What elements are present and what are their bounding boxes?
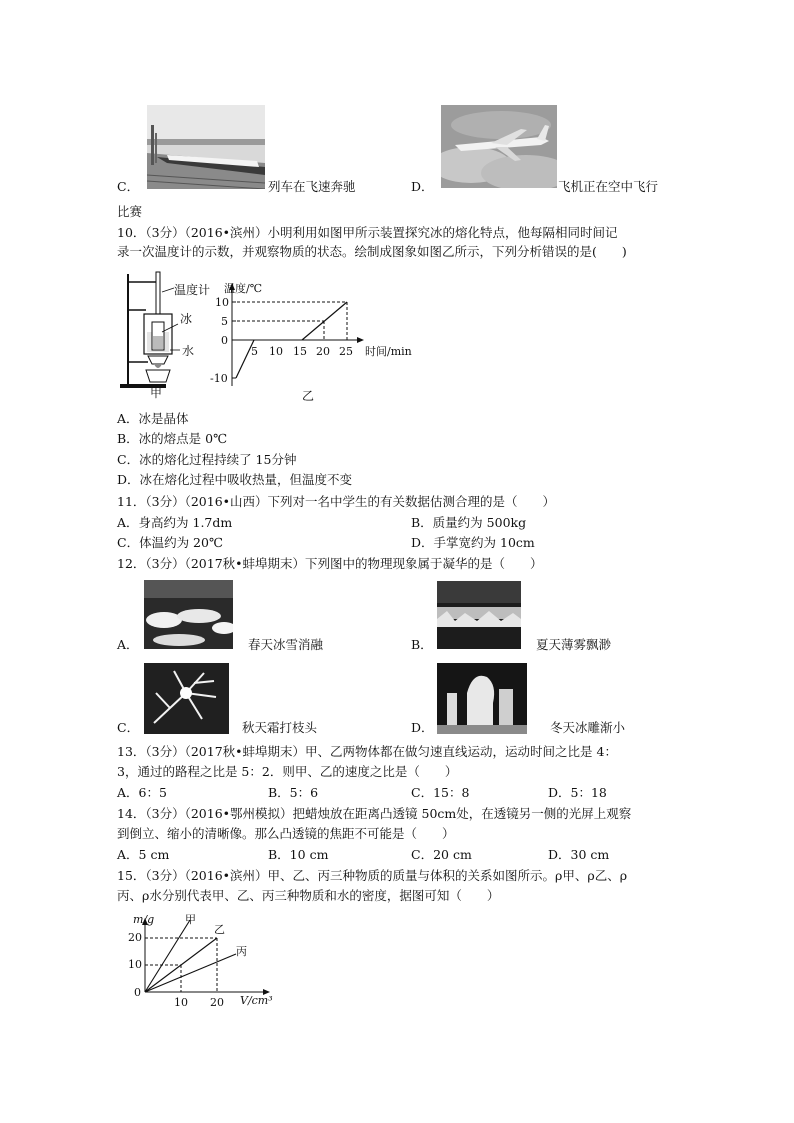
train-photo (147, 105, 265, 189)
graph-xtick-25: 25 (339, 345, 353, 358)
ice-sculpture-photo (437, 663, 527, 734)
q13-option-a: A．6：5 (117, 785, 167, 800)
graph2-line-label-jia: 甲 (185, 913, 196, 926)
q14-stem-line2: 到倒立、缩小的清晰像。那么凸透镜的焦距不可能是（ ） (117, 826, 455, 841)
q12-option-b-letter: B． (411, 637, 433, 652)
graph2-xtick-10: 10 (174, 996, 188, 1009)
q14-option-b: B．10 cm (268, 847, 329, 862)
thin-fog-photo (437, 581, 521, 649)
graph-xtick-10: 10 (269, 345, 283, 358)
graph-xtick-15: 15 (293, 345, 307, 358)
melting-snow-photo (144, 580, 233, 649)
q10-stem-line1: 10．（3分）（2016•滨州）小明利用如图甲所示装置探究冰的熔化特点，他每隔相同时间记 (117, 225, 618, 240)
q12-option-a-text: 春天冰雪消融 (248, 637, 324, 652)
q11-stem: 11．（3分）（2016•山西）下列对一名中学生的有关数据估测合理的是（ ） (117, 494, 556, 509)
q14-option-a: A．5 cm (117, 847, 170, 862)
graph-caption: 乙 (302, 389, 315, 403)
graph-xtick-20: 20 (316, 345, 330, 358)
graph-ylabel: 温度/℃ (224, 282, 263, 295)
graph2-ytick-20: 20 (128, 931, 142, 944)
line-jia (145, 920, 190, 992)
graph-ytick-0: 0 (221, 334, 228, 347)
q9-continuation: 比赛 (117, 204, 143, 219)
q12-option-d-text: 冬天冰雕渐小 (550, 720, 626, 735)
q9-option-d-text: 飞机正在空中飞行 (558, 179, 659, 194)
airplane-photo (441, 105, 557, 188)
q11-option-a: A．身高约为 1.7dm (117, 515, 233, 530)
q13-stem-line1: 13．（3分）（2017秋•蚌埠期末）甲、乙两物体都在做匀速直线运动，运动时间之比是 4： (117, 744, 617, 759)
graph2-xtick-20: 20 (210, 996, 224, 1009)
q11-option-b: B．质量约为 500kg (411, 515, 527, 530)
frost-on-branches-photo (144, 663, 229, 734)
q11-option-c: C．体温约为 20℃ (117, 535, 223, 550)
q10-option-b: B．冰的熔点是 0℃ (117, 431, 228, 446)
q13-stem-line2: 3，通过的路程之比是 5：2．则甲、乙的速度之比是（ ） (117, 764, 458, 779)
q10-option-c: C．冰的熔化过程持续了 15分钟 (117, 452, 297, 467)
graph-ytick-5: 5 (221, 315, 228, 328)
q14-option-c: C．20 cm (411, 847, 472, 862)
q10-option-d: D．冰在熔化过程中吸收热量，但温度不变 (117, 472, 353, 487)
graph2-xlabel: V/cm³ (240, 994, 273, 1007)
q13-option-d: D．5：18 (548, 785, 607, 800)
thermometer-label: 温度计 (174, 283, 211, 297)
graph2-line-label-yi: 乙 (214, 923, 225, 936)
graph2-line-label-bing: 丙 (236, 945, 247, 958)
q12-option-b-text: 夏天薄雾飘渺 (536, 637, 612, 652)
graph-xlabel: 时间/min (365, 345, 412, 358)
q12-option-a-letter: A． (117, 637, 139, 652)
q15-stem-line2: 丙、ρ水分别代表甲、乙、丙三种物质和水的密度，据图可知（ ） (117, 888, 500, 903)
graph2-ytick-0: 0 (134, 986, 141, 999)
q9-option-c-text: 列车在飞速奔驰 (268, 179, 356, 194)
q10-stem-line2: 录一次温度计的示数，并观察物质的状态。绘制成图象如图乙所示，下列分析错误的是( ) (117, 244, 627, 259)
q12-option-c-text: 秋天霜打枝头 (242, 720, 318, 735)
q12-option-d-letter: D． (411, 720, 434, 735)
q14-option-d: D．30 cm (548, 847, 610, 862)
graph-xtick-5: 5 (251, 345, 258, 358)
q11-option-d: D．手掌宽约为 10cm (411, 535, 535, 550)
q13-option-b: B．5：6 (268, 785, 319, 800)
line-bing (145, 954, 236, 992)
q15-stem-line1: 15．（3分）（2016•滨州）甲、乙、丙三种物质的质量与体积的关系如图所示。ρ甲、ρ乙、ρ (117, 868, 628, 883)
graph-ytick-10: 10 (215, 296, 229, 309)
graph-ytick-neg10: -10 (210, 372, 228, 385)
q12-option-c-letter: C． (117, 720, 140, 735)
apparatus-caption: 甲 (150, 386, 163, 400)
graph2-ytick-10: 10 (128, 958, 142, 971)
graph2-ylabel: m/g (133, 913, 155, 926)
q10-option-a: A．冰是晶体 (117, 411, 189, 426)
q14-stem-line1: 14．（3分）（2016•鄂州模拟）把蜡烛放在距离凸透镜 50cm处，在透镜另一侧的光屏上观察 (117, 806, 632, 821)
q13-option-c: C．15：8 (411, 785, 470, 800)
water-label: 水 (182, 344, 195, 358)
q9-option-d-letter: D． (411, 179, 434, 194)
q9-option-c-letter: C． (117, 179, 140, 194)
q12-stem: 12．（3分）（2017秋•蚌埠期末）下列图中的物理现象属于凝华的是（ ） (117, 556, 543, 571)
ice-label: 冰 (180, 312, 193, 326)
